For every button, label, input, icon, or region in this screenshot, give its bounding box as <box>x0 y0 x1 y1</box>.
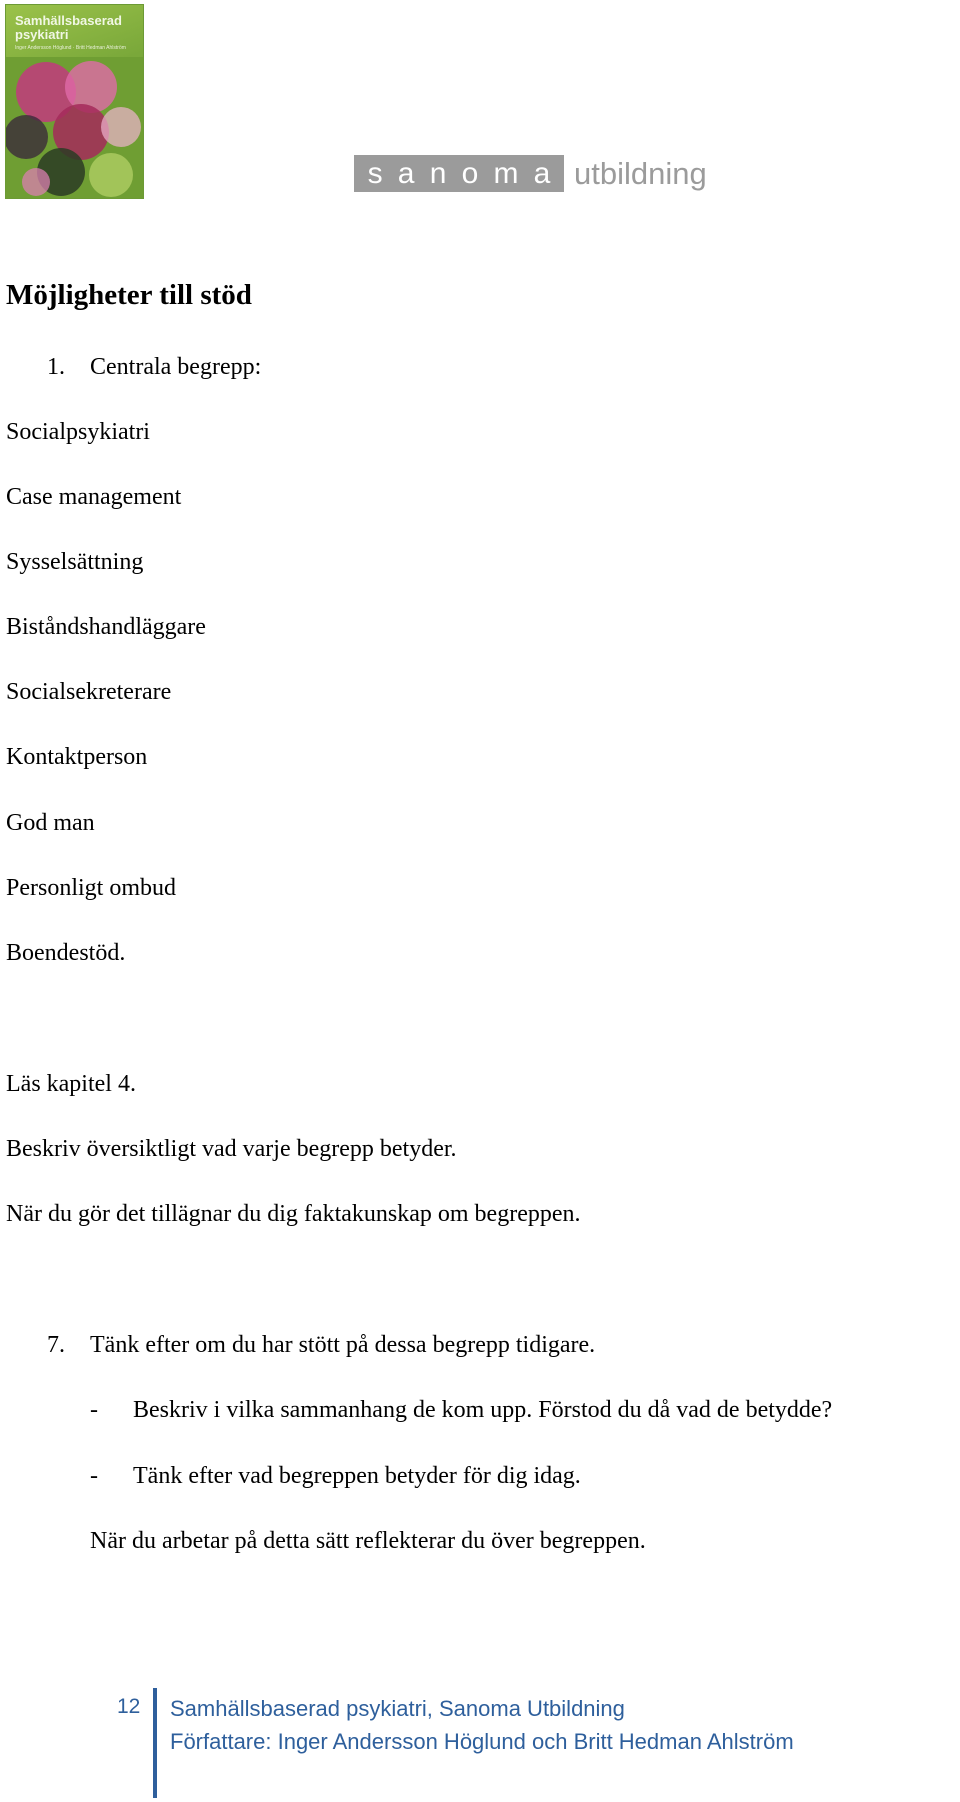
page-number: 12 <box>117 1695 141 1718</box>
term-item: Boendestöd. <box>6 940 126 966</box>
list-item-text: Centrala begrepp: <box>90 354 262 380</box>
closing-text: När du arbetar på detta sätt reflekterar du över begreppen. <box>90 1528 646 1554</box>
bullet-dash: - <box>90 1397 98 1423</box>
cover-artwork <box>6 57 143 198</box>
footer-divider <box>153 1688 157 1798</box>
page-heading: Möjligheter till stöd <box>6 279 252 311</box>
logo-letter: a <box>397 156 415 190</box>
bullet-text: Tänk efter vad begreppen betyder för dig idag. <box>133 1463 581 1489</box>
logo-letter: s <box>367 156 383 190</box>
term-item: Biståndshandläggare <box>6 614 206 640</box>
logo-letter: m <box>493 156 519 190</box>
instruction-text: Beskriv översiktligt vad varje begrepp betyder. <box>6 1136 457 1162</box>
bullet-text: Beskriv i vilka sammanhang de kom upp. Förstod du då vad de betydde? <box>133 1397 833 1423</box>
term-item: Socialsekreterare <box>6 679 172 705</box>
footer-authors: Författare: Inger Andersson Höglund och Britt Hedman Ahlström <box>170 1729 794 1754</box>
term-item: Sysselsättning <box>6 549 144 575</box>
list-number: 1. <box>47 354 65 380</box>
list-item-text: Tänk efter om du har stött på dessa begrepp tidigare. <box>90 1332 596 1358</box>
logo-letter: n <box>429 156 447 190</box>
term-item: Kontaktperson <box>6 744 148 770</box>
list-number: 7. <box>47 1332 65 1358</box>
term-item: Socialpsykiatri <box>6 419 150 445</box>
term-item: Personligt ombud <box>6 875 177 901</box>
footer-title: Samhällsbaserad psykiatri, Sanoma Utbildning <box>170 1696 625 1721</box>
instruction-text: Läs kapitel 4. <box>6 1071 136 1097</box>
publisher-logo-box <box>354 155 564 192</box>
cover-title: Samhällsbaserad psykiatri <box>15 13 122 42</box>
publisher-logo <box>354 155 707 192</box>
term-item: Case management <box>6 484 182 510</box>
publisher-logo-word: utbildning <box>574 155 707 191</box>
logo-letter: o <box>461 156 479 190</box>
book-cover-image <box>5 4 144 199</box>
term-item: God man <box>6 810 95 836</box>
logo-letter: a <box>533 156 551 190</box>
instruction-text: När du gör det tillägnar du dig faktakunskap om begreppen. <box>6 1201 581 1227</box>
cover-subtitle: Inger Andersson Höglund · Britt Hedman Ahlström <box>15 45 126 51</box>
bullet-dash: - <box>90 1463 98 1489</box>
